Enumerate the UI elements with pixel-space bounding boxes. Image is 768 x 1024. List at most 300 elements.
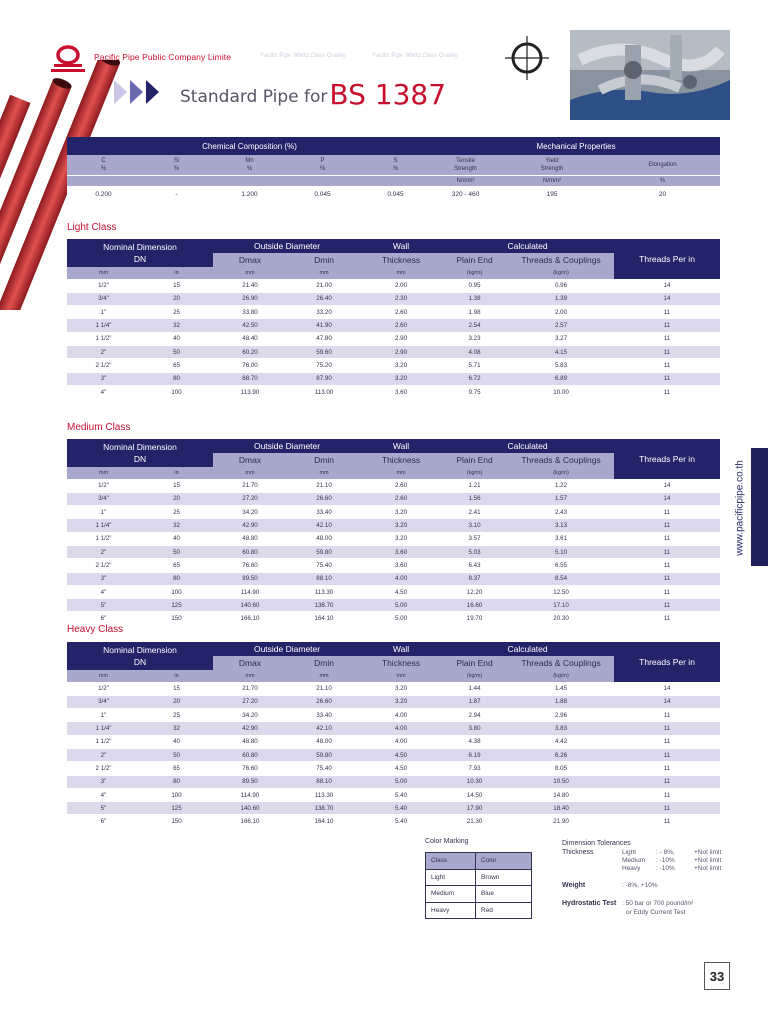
- table-cell: 21.90: [508, 815, 614, 828]
- table-row: [67, 385, 720, 398]
- table-cell: 27.20: [213, 492, 287, 505]
- table-cell: 32: [140, 519, 213, 532]
- table-cell: 140.60: [213, 802, 287, 815]
- dmax-header: Dmax: [213, 253, 287, 267]
- color-marking-table: [425, 852, 532, 919]
- table-cell: 1": [67, 709, 140, 722]
- table-cell: 21.40: [213, 279, 287, 292]
- table-cell: 2.57: [508, 319, 614, 332]
- table-cell: 1.38: [441, 292, 508, 305]
- table-cell: 11: [614, 748, 720, 761]
- unit-cell: mm: [287, 267, 361, 279]
- threads-per-inch-header: Threads Per in: [614, 239, 720, 279]
- table-cell: 87.90: [287, 372, 361, 385]
- chem-col-label: Yield: [545, 157, 559, 164]
- table-row: [67, 612, 720, 625]
- chem-col-label: Si: [173, 157, 180, 164]
- page-number: 33: [704, 962, 730, 990]
- dn-label: DN: [133, 657, 147, 667]
- table-cell: 1 1/4": [67, 722, 140, 735]
- table-cell: 17.10: [508, 599, 614, 612]
- chem-value-cell: 20: [605, 186, 720, 203]
- table-cell: 1.56: [441, 492, 508, 505]
- website-url: [729, 448, 751, 568]
- chemical-mechanical-table: [67, 137, 720, 204]
- table-cell: 100: [140, 385, 213, 398]
- dn-label: DN: [133, 454, 147, 464]
- chem-col-header: [286, 155, 359, 175]
- table-cell: 113.00: [287, 385, 361, 398]
- nominal-dimension-header: [67, 239, 213, 267]
- table-cell: 3/4": [67, 292, 140, 305]
- table-cell: 34.20: [213, 709, 287, 722]
- table-cell: 59.80: [287, 545, 361, 558]
- table-row: [67, 532, 720, 545]
- table-cell: 65: [140, 359, 213, 372]
- table-cell: 60.20: [213, 345, 287, 358]
- table-cell: 26.60: [287, 695, 361, 708]
- chem-value-cell: 320 - 460: [432, 186, 499, 203]
- chem-col-header: [499, 155, 605, 175]
- color-class-header: Class: [426, 853, 476, 870]
- tagline-2: Pacific Pipe World Class Quality: [372, 53, 458, 59]
- color-row-color: Blue: [476, 886, 532, 903]
- threads-couplings-header: Threads & Couplings: [508, 453, 614, 467]
- table-cell: 6.72: [441, 372, 508, 385]
- table-cell: 11: [614, 319, 720, 332]
- table-row: [67, 332, 720, 345]
- table-cell: 88.10: [287, 775, 361, 788]
- table-cell: 1.98: [441, 306, 508, 319]
- table-cell: 11: [614, 735, 720, 748]
- table-row: [67, 519, 720, 532]
- table-cell: 1.39: [508, 292, 614, 305]
- tolerances-title: Dimension Tolerances: [562, 840, 631, 847]
- table-cell: 1.45: [508, 682, 614, 695]
- table-cell: 33.40: [287, 709, 361, 722]
- thickness-header: Thickness: [361, 453, 441, 467]
- table-cell: 138.70: [287, 599, 361, 612]
- table-cell: 3.57: [441, 532, 508, 545]
- table-row: [67, 585, 720, 598]
- chem-col-header: [140, 155, 213, 175]
- table-cell: 5.83: [508, 359, 614, 372]
- table-cell: 3.20: [361, 506, 441, 519]
- table-cell: 140.60: [213, 599, 287, 612]
- table-cell: 7.93: [441, 762, 508, 775]
- table-cell: 5.03: [441, 545, 508, 558]
- table-row: [67, 545, 720, 558]
- table-cell: 11: [614, 385, 720, 398]
- medium-class-title: Medium Class: [67, 422, 131, 433]
- table-cell: 60.80: [213, 748, 287, 761]
- dmin-header: Dmin: [287, 453, 361, 467]
- table-cell: 1.57: [508, 492, 614, 505]
- table-row: [67, 762, 720, 775]
- unit-cell: (kg/m): [508, 467, 614, 479]
- chem-col-header: [67, 155, 140, 175]
- wall-header: Wall: [361, 239, 441, 253]
- color-row-color: Red: [476, 902, 532, 919]
- table-row: [67, 788, 720, 801]
- tol-heavy-label: Heavy: [622, 865, 641, 872]
- chem-col-sublabel: Strength: [454, 165, 477, 172]
- table-cell: 89.50: [213, 572, 287, 585]
- nominal-label: Nominal Dimension: [103, 442, 177, 452]
- table-cell: 113.90: [213, 385, 287, 398]
- table-cell: 125: [140, 802, 213, 815]
- yield-unit: N/mm²: [499, 175, 605, 186]
- table-cell: 5.00: [361, 775, 441, 788]
- light-class-title: Light Class: [67, 222, 117, 233]
- color-color-header: Color: [476, 853, 532, 870]
- table-cell: 80: [140, 572, 213, 585]
- weight-label: Weight: [562, 882, 586, 889]
- table-cell: 3.13: [508, 519, 614, 532]
- table-cell: 114.90: [213, 788, 287, 801]
- table-cell: 75.20: [287, 359, 361, 372]
- table-cell: 4.08: [441, 345, 508, 358]
- table-cell: 1 1/4": [67, 519, 140, 532]
- chem-col-sublabel: %: [319, 165, 326, 172]
- unit-cell: (kg/m): [441, 467, 508, 479]
- table-row: [67, 479, 720, 492]
- table-cell: 2.00: [361, 279, 441, 292]
- table-row: [67, 695, 720, 708]
- unit-cell: mm: [361, 267, 441, 279]
- table-cell: 1 1/4": [67, 319, 140, 332]
- table-cell: 16.60: [441, 599, 508, 612]
- table-cell: 166.10: [213, 612, 287, 625]
- table-cell: 164.10: [287, 612, 361, 625]
- table-cell: 25: [140, 709, 213, 722]
- chem-col-label: S: [393, 157, 398, 164]
- table-cell: 0.96: [508, 279, 614, 292]
- table-cell: 3/4": [67, 492, 140, 505]
- table-cell: 114.90: [213, 585, 287, 598]
- chem-value-cell: 1.200: [213, 186, 286, 203]
- table-cell: 164.10: [287, 815, 361, 828]
- table-cell: 2.54: [441, 319, 508, 332]
- title-prefix: Standard Pipe for: [180, 87, 328, 107]
- unit-cell: in: [140, 267, 213, 279]
- table-row: [67, 722, 720, 735]
- hydrostatic-value-2: or Eddy Current Test: [626, 909, 686, 916]
- company-name: Pacific Pipe Public Company Limite: [94, 52, 232, 62]
- chem-col-sublabel: %: [392, 165, 399, 172]
- table-cell: 88.70: [213, 372, 287, 385]
- light-class-table: [67, 239, 720, 399]
- table-cell: 11: [614, 506, 720, 519]
- table-cell: 4.00: [361, 709, 441, 722]
- table-cell: 5.10: [508, 545, 614, 558]
- unit-cell: (kg/m): [508, 670, 614, 682]
- table-row: [67, 345, 720, 358]
- table-cell: 10.50: [508, 775, 614, 788]
- table-cell: 11: [614, 709, 720, 722]
- tol-medium-limit: +Not limit: [694, 857, 722, 864]
- table-cell: 11: [614, 306, 720, 319]
- table-cell: 11: [614, 559, 720, 572]
- table-cell: 60.80: [213, 545, 287, 558]
- table-cell: 3.60: [361, 385, 441, 398]
- table-cell: 3.20: [361, 682, 441, 695]
- table-cell: 10.30: [441, 775, 508, 788]
- table-cell: 2.00: [508, 306, 614, 319]
- table-cell: 33.80: [213, 306, 287, 319]
- table-cell: 3.61: [508, 532, 614, 545]
- table-cell: 11: [614, 802, 720, 815]
- table-cell: 8.54: [508, 572, 614, 585]
- table-cell: 4": [67, 385, 140, 398]
- table-cell: 3/4": [67, 695, 140, 708]
- table-cell: 11: [614, 762, 720, 775]
- table-cell: 3.20: [361, 695, 441, 708]
- table-cell: 11: [614, 532, 720, 545]
- tol-heavy-value: : -10%: [656, 865, 675, 872]
- table-cell: 59.60: [287, 345, 361, 358]
- table-cell: 2.41: [441, 506, 508, 519]
- chem-col-sublabel: %: [100, 165, 107, 172]
- tol-medium-label: Medium: [622, 857, 646, 864]
- tol-light-value: : - 8%,: [656, 849, 675, 856]
- table-cell: 1 1/2": [67, 735, 140, 748]
- table-cell: 32: [140, 319, 213, 332]
- table-cell: 41.90: [287, 319, 361, 332]
- table-cell: 21.10: [287, 479, 361, 492]
- table-cell: 11: [614, 775, 720, 788]
- table-cell: 20: [140, 492, 213, 505]
- table-cell: 125: [140, 599, 213, 612]
- table-cell: 75.40: [287, 762, 361, 775]
- table-cell: 166.10: [213, 815, 287, 828]
- table-cell: 75.40: [287, 559, 361, 572]
- chem-col-header: [432, 155, 499, 175]
- outside-diameter-header: Outside Diameter: [213, 239, 361, 253]
- outside-diameter-header: Outside Diameter: [213, 642, 361, 656]
- table-cell: 1.21: [441, 479, 508, 492]
- table-row: [67, 748, 720, 761]
- table-cell: 2.60: [361, 306, 441, 319]
- unit-cell: mm: [361, 670, 441, 682]
- table-cell: 3.83: [508, 722, 614, 735]
- table-cell: 33.40: [287, 506, 361, 519]
- color-row-color: Brown: [476, 869, 532, 886]
- table-cell: 50: [140, 545, 213, 558]
- unit-cell: mm: [213, 467, 287, 479]
- table-row: [67, 279, 720, 292]
- table-cell: 11: [614, 722, 720, 735]
- table-row: [67, 506, 720, 519]
- table-cell: 14: [614, 292, 720, 305]
- table-cell: 40: [140, 735, 213, 748]
- table-cell: 2.90: [361, 332, 441, 345]
- hydrostatic-value-1: : 50 bar or 700 pound/in²: [622, 900, 694, 907]
- table-cell: 4.42: [508, 735, 614, 748]
- table-cell: 2.43: [508, 506, 614, 519]
- table-cell: 40: [140, 332, 213, 345]
- table-cell: 21.30: [441, 815, 508, 828]
- table-cell: 80: [140, 775, 213, 788]
- table-row: [67, 359, 720, 372]
- unit-cell: in: [140, 467, 213, 479]
- dn-label: DN: [133, 254, 147, 264]
- table-cell: 25: [140, 506, 213, 519]
- table-cell: 14.50: [441, 788, 508, 801]
- threads-per-inch-header: Threads Per in: [614, 439, 720, 479]
- table-cell: 6.43: [441, 559, 508, 572]
- tol-heavy-limit: +Not limit: [694, 865, 722, 872]
- table-cell: 6.55: [508, 559, 614, 572]
- table-cell: 14: [614, 492, 720, 505]
- table-cell: 15: [140, 479, 213, 492]
- chem-col-sublabel: %: [173, 165, 180, 172]
- outside-diameter-header: Outside Diameter: [213, 439, 361, 453]
- table-cell: 48.00: [287, 532, 361, 545]
- thickness-label: Thickness: [562, 849, 594, 856]
- table-cell: 3.60: [361, 545, 441, 558]
- threads-couplings-header: Threads & Couplings: [508, 253, 614, 267]
- nominal-dimension-header: [67, 439, 213, 467]
- table-cell: 113.30: [287, 788, 361, 801]
- table-row: [67, 775, 720, 788]
- table-cell: 2.60: [361, 479, 441, 492]
- chem-col-sublabel: Strength: [540, 165, 564, 172]
- chevron-arrows-icon: [114, 78, 170, 106]
- table-row: [67, 735, 720, 748]
- table-cell: 40: [140, 532, 213, 545]
- table-row: [67, 319, 720, 332]
- table-cell: 26.40: [287, 292, 361, 305]
- threads-per-inch-header: Threads Per in: [614, 642, 720, 682]
- table-cell: 11: [614, 372, 720, 385]
- table-cell: 12.20: [441, 585, 508, 598]
- heavy-class-table: [67, 642, 720, 829]
- table-cell: 3.27: [508, 332, 614, 345]
- tagline-1: Pacific Pipe World Class Quality: [260, 53, 346, 59]
- unit-cell: in: [140, 670, 213, 682]
- table-cell: 14: [614, 695, 720, 708]
- table-cell: 1": [67, 506, 140, 519]
- table-cell: 1 1/2": [67, 332, 140, 345]
- pipe-installation-photo: [570, 30, 730, 120]
- table-cell: 11: [614, 519, 720, 532]
- table-cell: 12.50: [508, 585, 614, 598]
- table-cell: 5.71: [441, 359, 508, 372]
- unit-cell: mm: [287, 670, 361, 682]
- table-cell: 3.80: [441, 722, 508, 735]
- table-cell: 20.30: [508, 612, 614, 625]
- table-cell: 33.20: [287, 306, 361, 319]
- table-cell: 65: [140, 762, 213, 775]
- table-cell: 4.00: [361, 735, 441, 748]
- table-cell: 27.20: [213, 695, 287, 708]
- chem-col-label: Elongation: [648, 161, 677, 168]
- nominal-label: Nominal Dimension: [103, 242, 177, 252]
- table-cell: 11: [614, 612, 720, 625]
- table-cell: 5.40: [361, 815, 441, 828]
- table-cell: 65: [140, 559, 213, 572]
- table-cell: 5.00: [361, 612, 441, 625]
- crosshair-icon: [505, 36, 549, 80]
- table-cell: 76.60: [213, 559, 287, 572]
- table-cell: 4.50: [361, 748, 441, 761]
- tol-light-limit: +Not limit: [694, 849, 722, 856]
- table-cell: 2.94: [441, 709, 508, 722]
- table-cell: 21.00: [287, 279, 361, 292]
- table-cell: 5.40: [361, 802, 441, 815]
- unit-cell: (kg/m): [441, 267, 508, 279]
- dmin-header: Dmin: [287, 656, 361, 670]
- table-cell: 20: [140, 695, 213, 708]
- chem-value-cell: 0.045: [286, 186, 359, 203]
- table-cell: 48.40: [213, 332, 287, 345]
- table-row: [67, 372, 720, 385]
- table-cell: 80: [140, 372, 213, 385]
- table-cell: 11: [614, 572, 720, 585]
- table-cell: 2": [67, 748, 140, 761]
- table-cell: 5": [67, 599, 140, 612]
- table-cell: 3.10: [441, 519, 508, 532]
- table-cell: 2.90: [361, 345, 441, 358]
- table-cell: 8.37: [441, 572, 508, 585]
- table-cell: 9.75: [441, 385, 508, 398]
- table-cell: 14: [614, 279, 720, 292]
- table-row: [67, 709, 720, 722]
- calculated-header: Calculated: [441, 439, 614, 453]
- unit-cell: mm: [67, 267, 140, 279]
- table-cell: 42.90: [213, 519, 287, 532]
- unit-cell: mm: [67, 467, 140, 479]
- table-cell: 76.60: [213, 762, 287, 775]
- tol-light-label: Light: [622, 849, 637, 856]
- table-cell: 19.70: [441, 612, 508, 625]
- chem-value-cell: 195: [499, 186, 605, 203]
- table-cell: 47.80: [287, 332, 361, 345]
- mechanical-properties-header: Mechanical Properties: [432, 137, 720, 155]
- table-cell: 2.60: [361, 319, 441, 332]
- table-cell: 0.95: [441, 279, 508, 292]
- table-cell: 4.00: [361, 572, 441, 585]
- table-row: [67, 306, 720, 319]
- plain-end-header: Plain End: [441, 453, 508, 467]
- table-cell: 11: [614, 585, 720, 598]
- table-cell: 2": [67, 545, 140, 558]
- table-cell: 14: [614, 479, 720, 492]
- unit-cell: mm: [67, 670, 140, 682]
- table-cell: 8.05: [508, 762, 614, 775]
- table-cell: 5.40: [361, 788, 441, 801]
- thickness-header: Thickness: [361, 253, 441, 267]
- table-cell: 6.19: [441, 748, 508, 761]
- table-row: [67, 599, 720, 612]
- table-cell: 10.00: [508, 385, 614, 398]
- table-cell: 2 1/2": [67, 762, 140, 775]
- weight-value: : -8%, +10%: [622, 882, 658, 889]
- table-cell: 21.10: [287, 682, 361, 695]
- table-cell: 42.10: [287, 519, 361, 532]
- table-cell: 11: [614, 332, 720, 345]
- tensile-unit: N/mm²: [432, 175, 499, 186]
- table-cell: 4.15: [508, 345, 614, 358]
- dmax-header: Dmax: [213, 453, 287, 467]
- table-cell: 88.10: [287, 572, 361, 585]
- table-cell: 1.22: [508, 479, 614, 492]
- table-cell: 11: [614, 359, 720, 372]
- table-cell: 50: [140, 345, 213, 358]
- chem-col-label: P: [320, 157, 325, 164]
- table-cell: 150: [140, 612, 213, 625]
